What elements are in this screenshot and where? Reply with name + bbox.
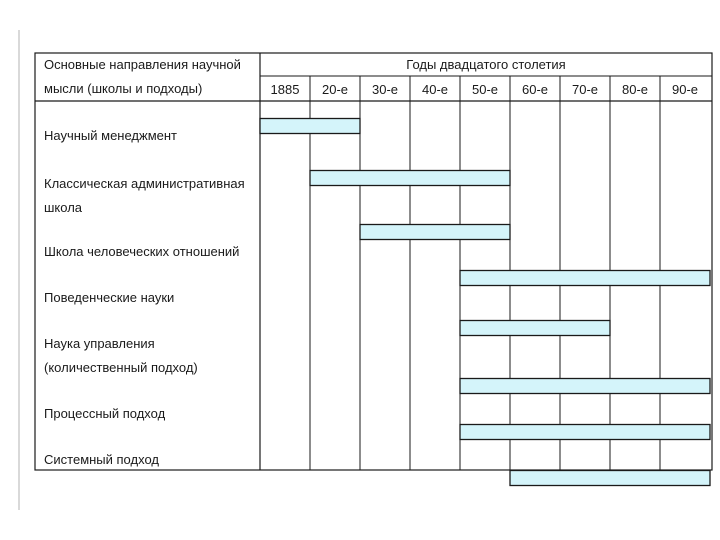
labels	[44, 57, 698, 467]
period-label: 80-е	[621, 82, 649, 97]
period-label: 60-е	[521, 82, 549, 97]
timeline-bar	[260, 119, 360, 134]
period-label: 70-е	[571, 82, 599, 97]
timeline-bar	[460, 379, 710, 394]
bars	[260, 119, 710, 486]
row-label: Научный менеджмент	[44, 128, 178, 143]
period-label: 30-е	[371, 82, 399, 97]
header-top-title: Годы двадцатого столетия	[406, 57, 566, 72]
period-label: 40-е	[421, 82, 449, 97]
period-label: 90-е	[671, 82, 699, 97]
row-label: Процессный подход	[44, 406, 166, 421]
timeline-bar	[360, 225, 510, 240]
row-label: Системный подход	[44, 452, 159, 467]
header-left-line: мысли (школы и подходы)	[44, 81, 203, 96]
timeline-bar	[460, 425, 710, 440]
period-label: 20-е	[321, 82, 349, 97]
header-left-line: Основные направления научной	[44, 57, 241, 72]
timeline-bar	[460, 321, 610, 336]
row-label: (количественный подход)	[44, 360, 198, 375]
timeline-bar	[310, 171, 510, 186]
row-label: школа	[44, 200, 83, 215]
timeline-bar	[510, 471, 710, 486]
row-label: Наука управления	[44, 336, 155, 351]
row-label: Классическая административная	[44, 176, 245, 191]
period-label: 1885	[270, 82, 300, 97]
row-label: Школа человеческих отношений	[44, 244, 240, 259]
timeline-bar	[460, 271, 710, 286]
row-label: Поведенческие науки	[44, 290, 175, 305]
period-label: 50-е	[471, 82, 499, 97]
